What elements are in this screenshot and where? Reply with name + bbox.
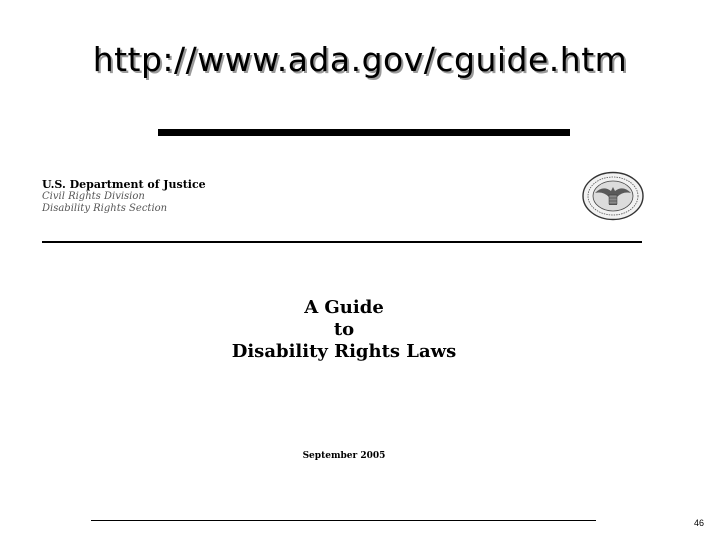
slide-title-url: http://www.ada.gov/cguide.htm bbox=[92, 40, 628, 79]
page-number: 46 bbox=[693, 518, 704, 528]
document-title-line-1: A Guide bbox=[304, 297, 384, 318]
document-title bbox=[0, 297, 688, 363]
title-underline bbox=[158, 129, 570, 136]
document-date: September 2005 bbox=[302, 451, 386, 461]
agency-name: U.S. Department of Justice bbox=[42, 178, 206, 191]
document-title-line-3: Disability Rights Laws bbox=[231, 341, 457, 362]
doj-seal-icon bbox=[581, 171, 645, 221]
section-name: Disability Rights Section bbox=[42, 203, 168, 214]
agency-header bbox=[42, 178, 206, 215]
division-name: Civil Rights Division bbox=[42, 191, 145, 202]
header-divider bbox=[42, 241, 642, 243]
footer-divider bbox=[91, 520, 596, 521]
document-title-line-2: to bbox=[333, 319, 355, 340]
